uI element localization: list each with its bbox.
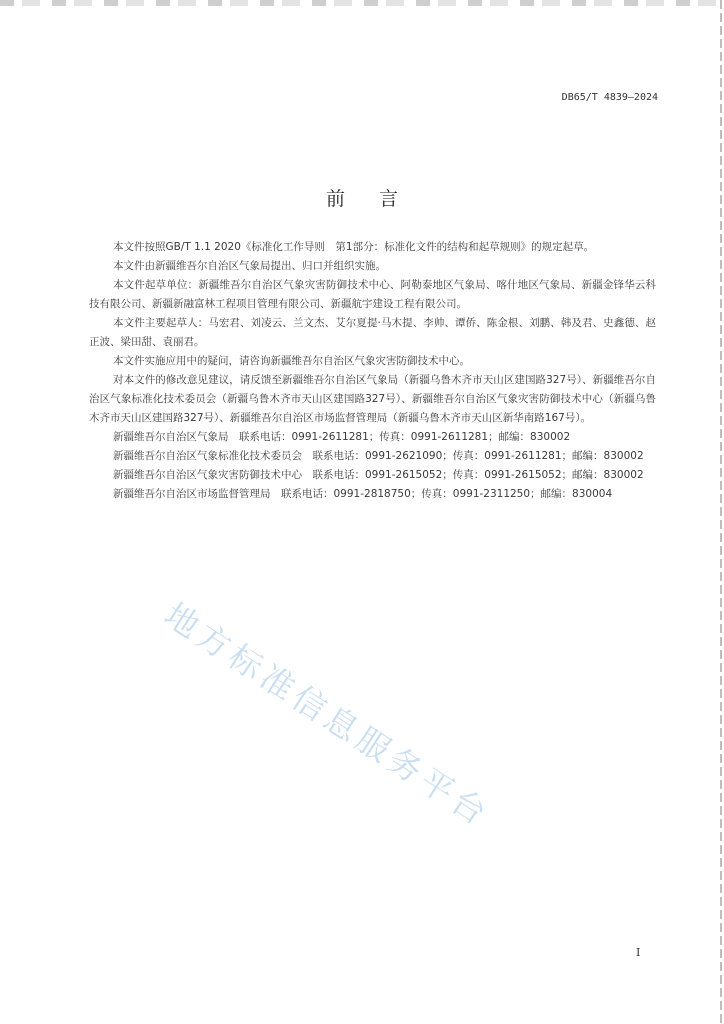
paragraph-drafting-units: 本文件起草单位：新疆维吾尔自治区气象灾害防御技术中心、阿勒泰地区气象局、喀什地区气象局、新疆金锋华云科技有限公司、新疆新融富林工程项目管理有限公司、新疆航宇建设工程有限公司。 [89,279,656,310]
contact-line-meteorological-bureau: 新疆维吾尔自治区气象局 联系电话：0991-2611281；传真：0991-2611281；邮编：830002 [113,431,571,443]
page-title: 前言 [325,188,432,210]
scan-edge-right [720,0,722,1024]
contact-line-market-supervision-bureau: 新疆维吾尔自治区市场监督管理局 联系电话：0991-2818750；传真：0991-2311250；邮编：830004 [113,488,613,500]
contact-line-standardization-committee: 新疆维吾尔自治区气象标准化技术委员会 联系电话：0991-2621090；传真：0991-2611281；邮编：830002 [113,450,644,462]
paragraph-drafting-rule: 本文件按照GB/T 1.1 2020《标准化工作导则 第1部分：标准化文件的结构和起草规则》的规定起草。 [113,241,595,253]
paragraph-proposer: 本文件由新疆维吾尔自治区气象局提出、归口并组织实施。 [113,260,386,272]
scan-edge-top [0,0,724,6]
foreword-body [89,238,656,504]
paragraph-drafters: 本文件主要起草人：马宏君、刘凌云、兰文杰、艾尔夏提·马木提、李帅、谭侨、陈金根、刘鹏、韩及君、史鑫德、赵正波、梁田甜、袁丽君。 [89,317,656,348]
paragraph-feedback: 对本文件的修改意见建议，请反馈至新疆维吾尔自治区气象局（新疆乌鲁木齐市天山区建国路327号）、新疆维吾尔自治区气象标准化技术委员会（新疆乌鲁木齐市天山区建国路327号）、新疆维吾尔自治区气象灾害防御技术中心（新疆乌鲁木齐市天山区建国路327号）、新疆维吾尔自治区市场监督管理局（新疆乌鲁木齐市天山区新华南路167号）。 [89,374,656,424]
contact-line-disaster-prevention-center: 新疆维吾尔自治区气象灾害防御技术中心 联系电话：0991-2615052；传真：0991-2615052；邮编：830002 [113,469,644,481]
page-number: I [636,946,641,959]
watermark: 地方标准信息服务平台 [157,595,498,835]
paragraph-inquiries: 本文件实施应用中的疑问，请咨询新疆维吾尔自治区气象灾害防御技术中心。 [113,355,470,367]
document-code: DB65/T 4839—2024 [561,92,658,103]
